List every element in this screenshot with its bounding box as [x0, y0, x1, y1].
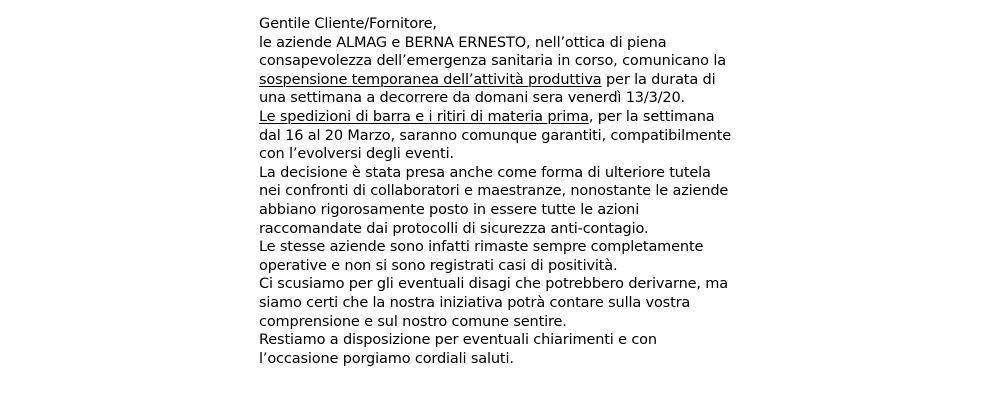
closing-line: l’occasione porgiamo cordiali saluti. [259, 350, 514, 367]
letter-line: le aziende ALMAG e BERNA ERNESTO, nell’ottica di piena [259, 34, 667, 51]
letter-line: Le stesse aziende sono infatti rimaste sempre completamente [259, 239, 704, 256]
letter-line: operative e non si sono registrati casi di positività. [259, 257, 618, 274]
letter-line: Ci scusiamo per gli eventuali disagi che potrebbero derivarne, ma [259, 276, 729, 293]
letter-line: con l’evolversi degli eventi. [259, 146, 454, 163]
letter-line: dal 16 al 20 Marzo, saranno comunque garantiti, compatibilmente [259, 127, 732, 144]
letter-line: Restiamo a disposizione per eventuali chiarimenti e con [259, 332, 657, 349]
letter-line [259, 71, 979, 90]
salutation: Gentile Cliente/Fornitore, [259, 16, 437, 32]
underlined-suspension-notice: sospensione temporanea dell’attività produttiva [259, 71, 602, 88]
letter-line: una settimana a decorrere da domani sera venerdì 13/3/20. [259, 90, 686, 107]
letter-line: La decisione è stata presa anche come forma di ulteriore tutela [259, 164, 711, 181]
letter-line-rest: , per la settimana [588, 108, 715, 125]
underlined-shipments-notice: Le spedizioni di barra e i ritiri di materia prima [259, 108, 589, 125]
letter-line: abbiano rigorosamente posto in essere tutte le azioni [259, 201, 640, 218]
letter-line: consapevolezza dell’emergenza sanitaria in corso, comunicano la [259, 53, 726, 70]
letter-line-rest: per la durata di [601, 71, 716, 88]
letter-line: siamo certi che la nostra iniziativa potrà contare sulla vostra [259, 294, 691, 311]
letter-line: comprensione e sul nostro comune sentire. [259, 313, 567, 330]
letter-line [259, 108, 979, 127]
letter-body [259, 15, 979, 368]
letter-line: nei confronti di collaboratori e maestranze, nonostante le aziende [259, 183, 729, 200]
letter-line: raccomandate dai protocolli di sicurezza anti-contagio. [259, 220, 649, 237]
